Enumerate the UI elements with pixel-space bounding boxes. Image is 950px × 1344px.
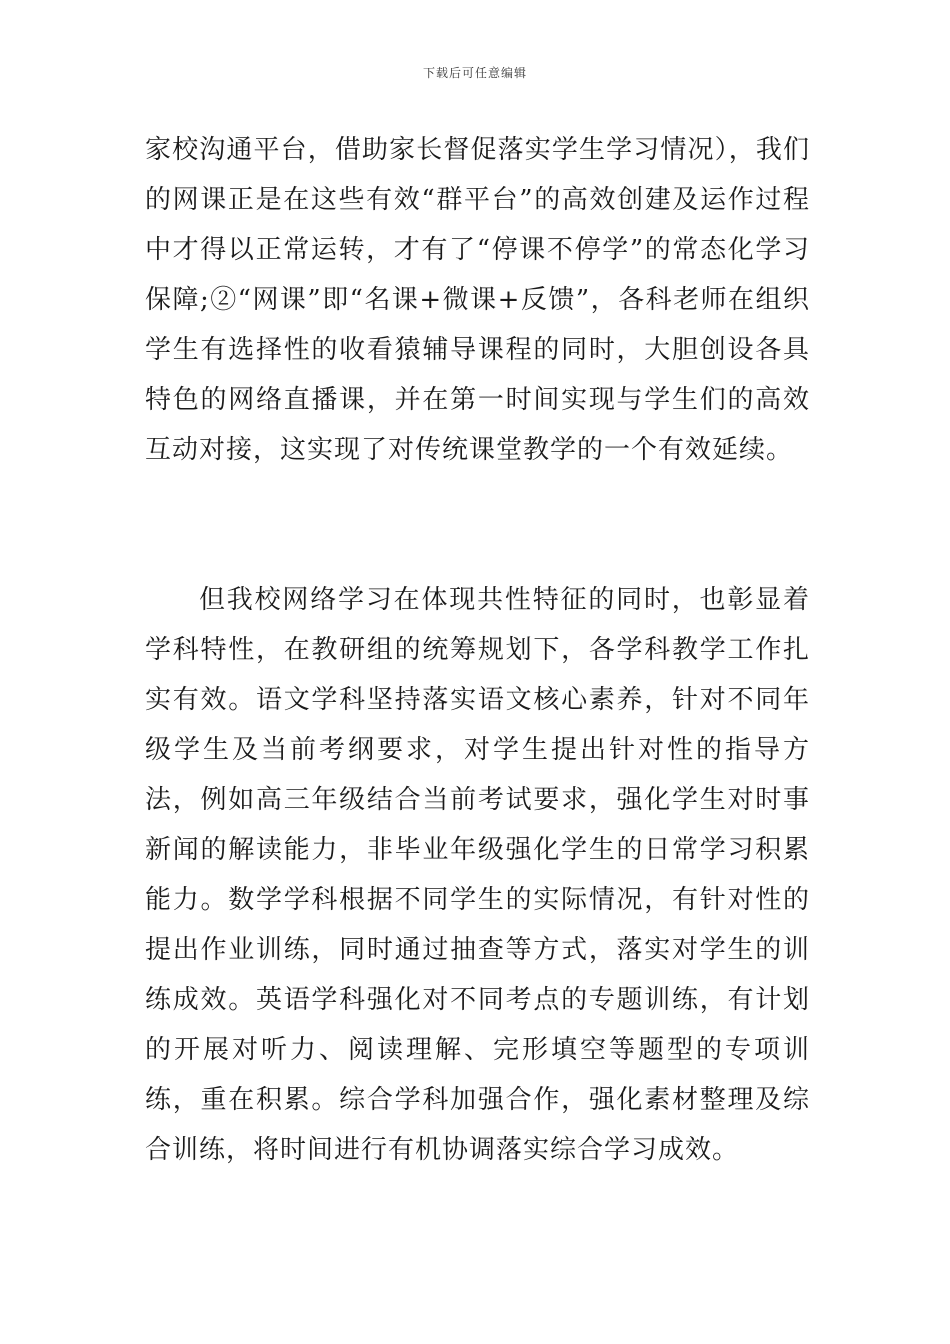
body-paragraph-1: 家校沟通平台，借助家长督促落实学生学习情况），我们的网课正是在这些有效“群平台”的高效创建及运作过程中才得以正常运转，才有了“停课不停学”的常态化学习保障;②“网课”即“名课+微课+反馈”，各科老师在组织学生有选择性的收看猿辅导课程的同时，大胆创设各具特色的网络直播课，并在第一时间实现与学生们的高效互动对接，这实现了对传统课堂教学的一个有效延续。	[145, 135, 810, 465]
body-paragraph-2: 但我校网络学习在体现共性特征的同时，也彰显着学科特性，在教研组的统筹规划下，各学科教学工作扎实有效。语文学科坚持落实语文核心素养，针对不同年级学生及当前考纲要求，对学生提出针对性的指导方法，例如高三年级结合当前考试要求，强化学生对时事新闻的解读能力，非毕业年级强化学生的日常学习积累能力。数学学科根据不同学生的实际情况，有针对性的提出作业训练，同时通过抽查等方式，落实对学生的训练成效。英语学科强化对不同考点的专题训练，有计划的开展对听力、阅读理解、完形填空等题型的专项训练，重在积累。综合学科加强合作，强化素材整理及综合训练，将时间进行有机协调落实综合学习成效。	[145, 585, 810, 1165]
page-header-note: 下载后可任意编辑	[422, 66, 527, 80]
